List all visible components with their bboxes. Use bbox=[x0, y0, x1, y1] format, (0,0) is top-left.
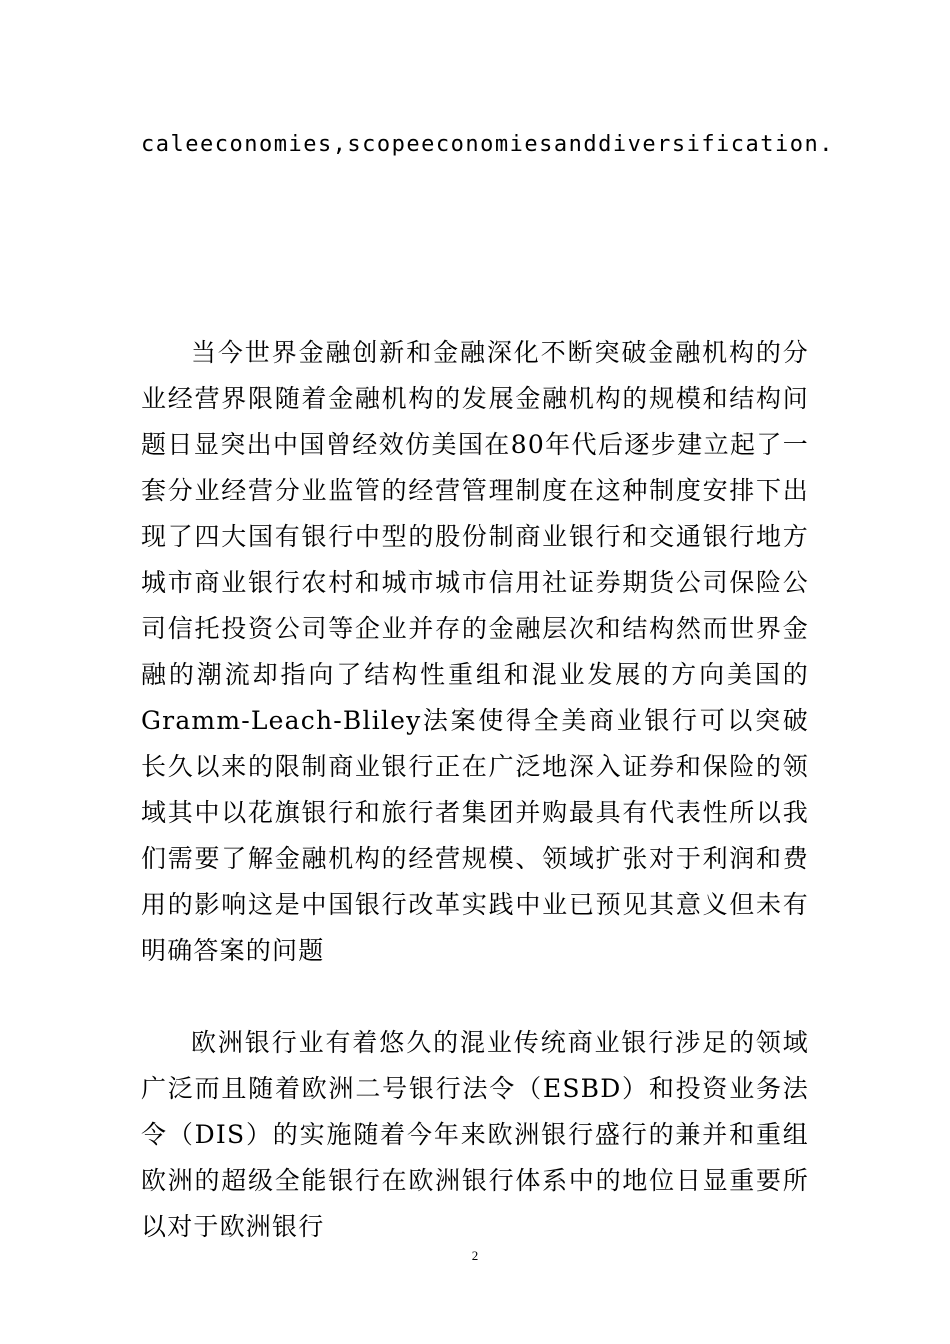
paragraph-financial-innovation: 当今世界金融创新和金融深化不断突破金融机构的分业经营界限随着金融机构的发展金融机构的规模和结构问题日显突出中国曾经效仿美国在80年代后逐步建立起了一套分业经营分业监管的经营管理制度在这种制度安排下出现了四大国有银行中型的股份制商业银行和交通银行地方城市商业银行农村和城市城市信用社证券期货公司保险公司信托投资公司等企业并存的金融层次和结构然而世界金融的潮流却指向了结构性重组和混业发展的方向美国的Gramm-Leach-Bliley法案使得全美商业银行可以突破长久以来的限制商业银行正在广泛地深入证券和保险的领域其中以花旗银行和旅行者集团并购最具有代表性所以我们需要了解金融机构的经营规模、领域扩张对于利润和费用的影响这是中国银行改革实践中业已预见其意义但未有明确答案的问题 bbox=[141, 338, 809, 965]
continued-text-line: caleeconomies,scopeeconomiesanddiversification. bbox=[141, 132, 835, 157]
paragraph-european-banking: 欧洲银行业有着悠久的混业传统商业银行涉足的领域广泛而且随着欧洲二号银行法令（ESBD）和投资业务法令（DIS）的实施随着今年来欧洲银行盛行的兼并和重组欧洲的超级全能银行在欧洲银行体系中的地位日显重要所以对于欧洲银行 bbox=[141, 1028, 809, 1241]
page-number: 2 bbox=[471, 1248, 479, 1263]
